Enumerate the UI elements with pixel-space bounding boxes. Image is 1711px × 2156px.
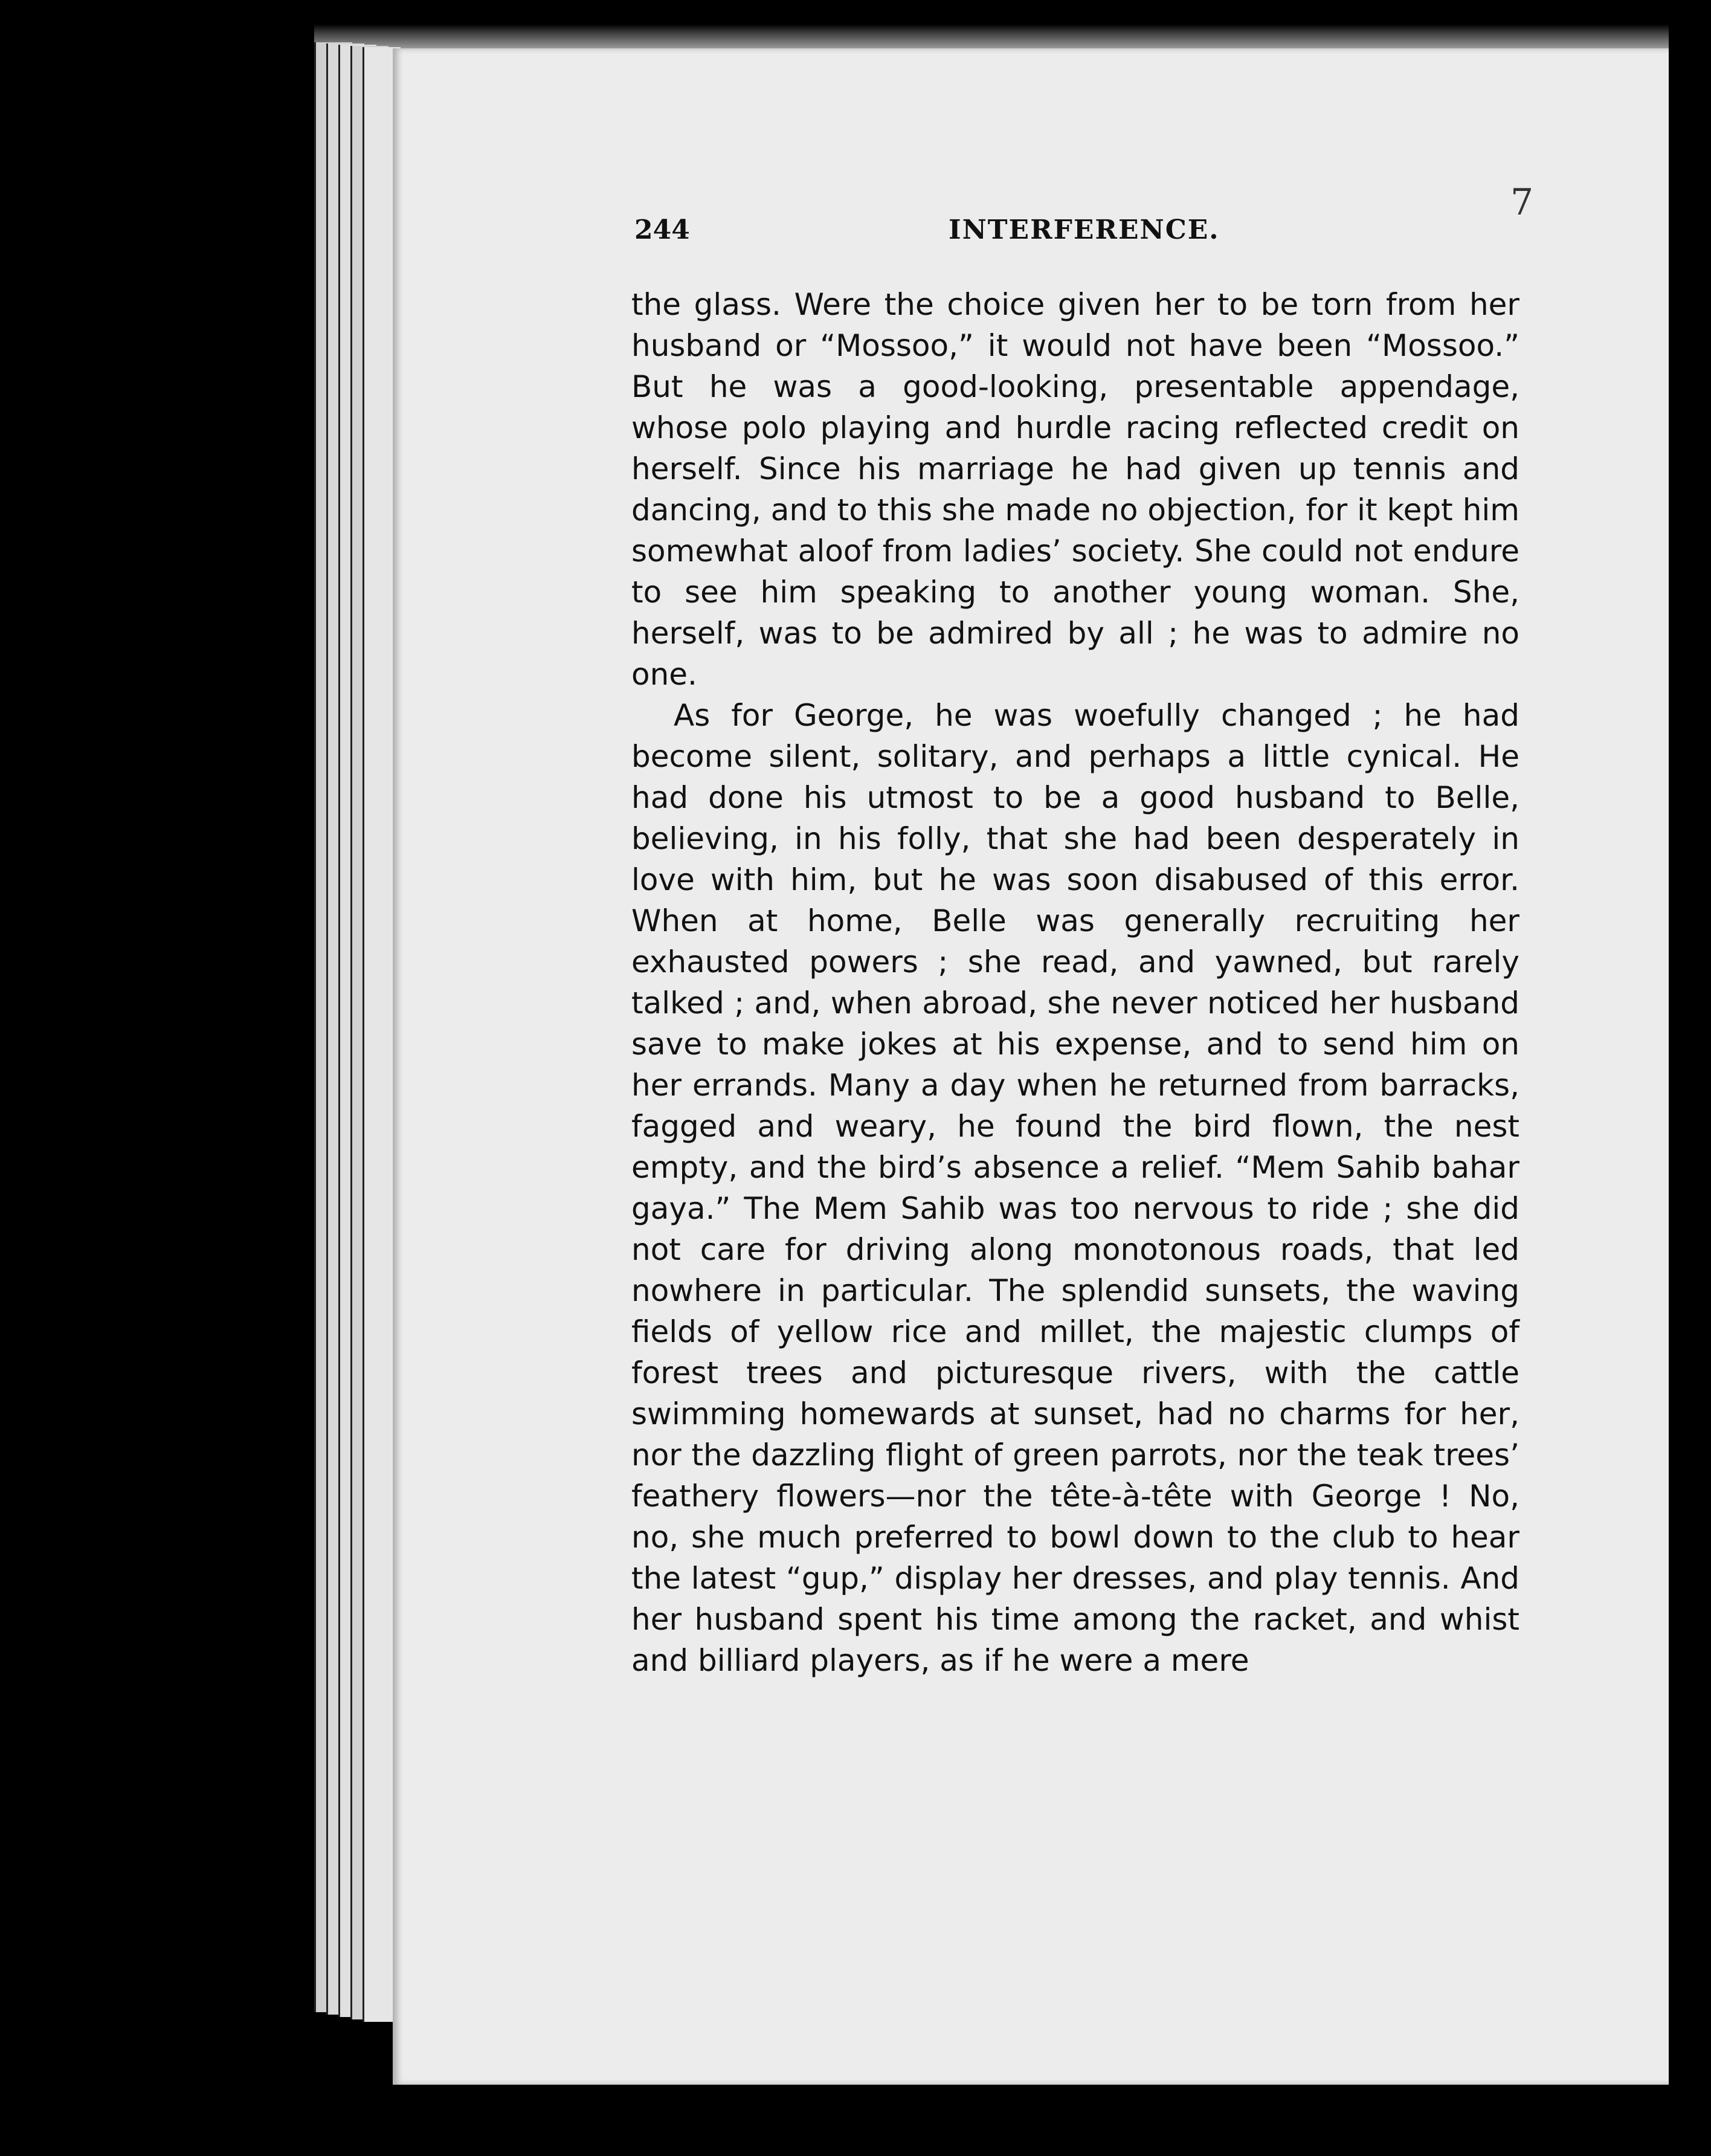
book-top-edge bbox=[314, 24, 1692, 48]
running-title: INTERFERENCE. bbox=[949, 215, 1220, 245]
paragraph: the glass. Were the choice given her to be torn from her husband or “Mossoo,” it would not have been “Mossoo.” But he was a good-looking, presentable appendage, whose polo playing and hurdle racing reflected credit on herself. Since his marriage he had given up tennis and dancing, and to this she made no objection, for it kept him somewhat aloof from ladies’ society. She could not endure to see him speaking to another young woman. She, herself, was to be admired by all ; he was to admire no one. bbox=[631, 287, 1519, 692]
right-border-shadow bbox=[1669, 0, 1711, 2156]
page-header bbox=[634, 215, 1541, 263]
paragraph: As for George, he was woefully changed ; he had become silent, solitary, and perhaps a little cynical. He had done his utmost to be a good husband to Belle, believing, in his folly, that she had been desperately in love with him, but he was soon disabused of this error. When at home, Belle was generally recruiting her exhausted powers ; she read, and yawned, but rarely talked ; and, when abroad, she never noticed her husband save to make jokes at his expense, and to send him on her errands. Many a day when he returned from barracks, fagged and weary, he found the bird flown, the nest empty, and the bird’s absence a relief. “Mem Sahib bahar gaya.” The Mem Sahib was too nervous to ride ; she did not care for driving along monotonous roads, that led nowhere in particular. The splendid sunsets, the waving fields of yellow rice and millet, the majestic clumps of forest trees and picturesque rivers, with the cattle swimming homewards at sunset, had no charms for her, nor the dazzling flight of green parrots, nor the teak trees’ feathery flowers—nor the tête-à-tête with George ! No, no, she much preferred to bowl down to the club to hear the latest “gup,” display her dresses, and play tennis. And her husband spent his time among the racket, and whist and billiard players, as if he were a mere bbox=[631, 698, 1519, 1678]
margin-mark: 7 bbox=[1510, 181, 1534, 224]
body-text bbox=[631, 284, 1519, 1681]
page-number: 244 bbox=[634, 215, 690, 245]
